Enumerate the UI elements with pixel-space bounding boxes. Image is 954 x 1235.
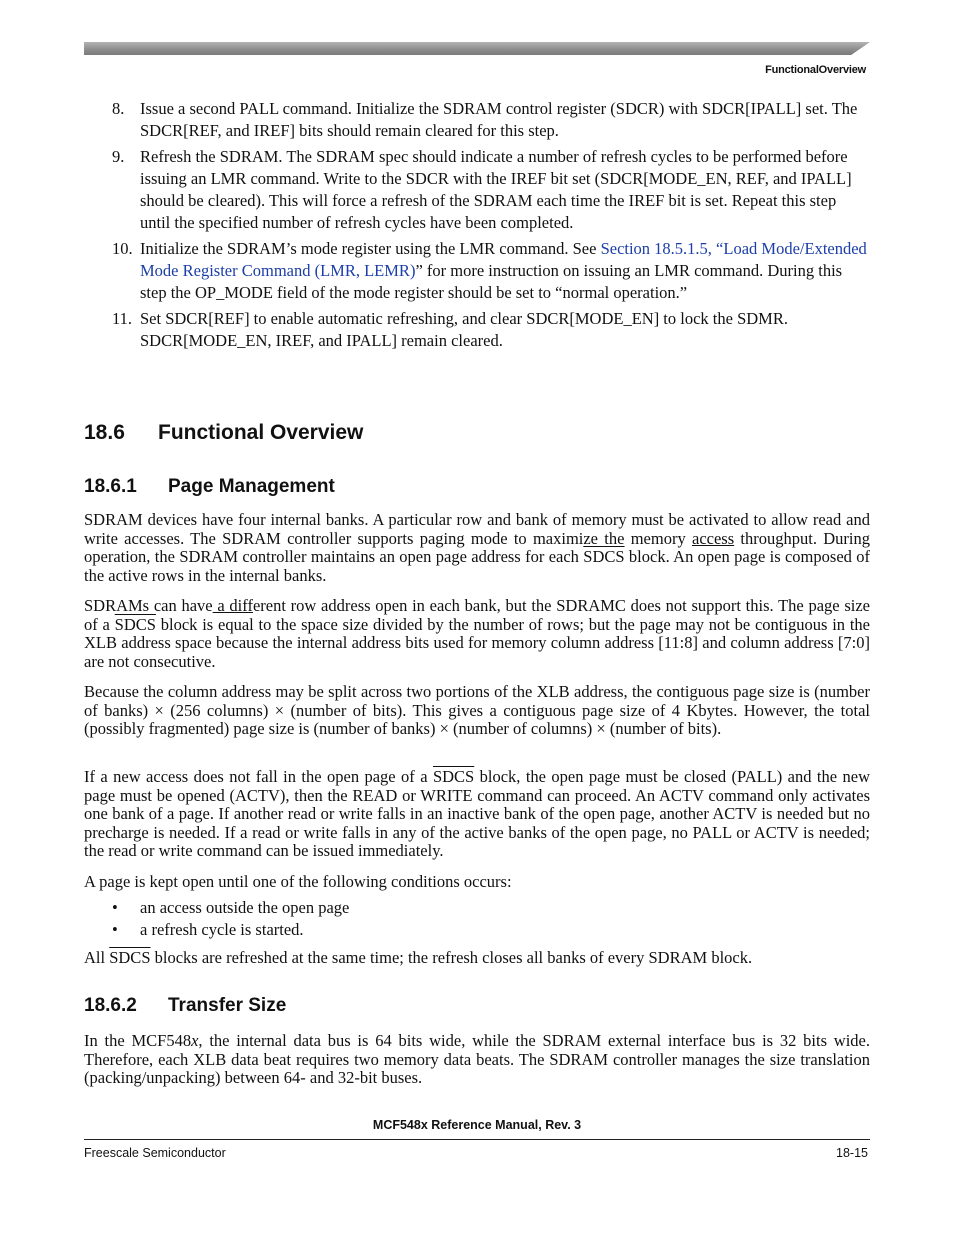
subsection-heading-transfer-size xyxy=(84,995,286,1017)
paragraph-page-management-6 xyxy=(84,949,870,968)
sdcs-signal: SDCS xyxy=(583,547,625,567)
paragraph-page-management-2 xyxy=(84,597,870,671)
bullet-icon: • xyxy=(112,898,118,917)
condition-list xyxy=(84,897,870,941)
text: x xyxy=(191,1031,199,1050)
text: In the MCF548 xyxy=(84,1031,192,1050)
footer-rule xyxy=(84,1139,870,1140)
text: SDRAM devices have four internal banks. A particular row and bank of memory must be activated to allow read and write accesses. The SDRAM controller supports paging mode to maximize the memory xyxy=(84,510,870,548)
section-link[interactable]: Section 18.5.1.5, “Load Mode/Extended Mode Register Command (LMR, LEMR) xyxy=(140,239,867,280)
text: If a new access does not fall in the open page of a xyxy=(84,767,433,786)
step-text-part: Initialize the SDRAM’s mode register using the LMR command. See xyxy=(140,239,601,258)
step-text-part: ” for more instruction on issuing an LMR command. During this step the OP_MODE field of the mode register should be set to “normal operation.” xyxy=(140,261,843,302)
list-item xyxy=(84,897,870,919)
bullet-icon: • xyxy=(112,920,118,939)
list-item xyxy=(84,919,870,941)
text: erent row address open in each bank, but the SDRAMC does not support this. The page size of a xyxy=(84,596,871,634)
footer-page-number: 18-15 xyxy=(836,1146,868,1160)
step-number: 8. xyxy=(112,99,125,118)
text: , the internal data bus is 64 bits wide, while the SDRAM external interface bus is 32 bits wide. Therefore, each XLB data beat requires two memory data beats. The SDRAM controller manages the size translation (packing/unpacking) between 64- and 32-bit buses. xyxy=(84,1031,870,1088)
text: SDRAMs can have xyxy=(84,596,213,615)
text: access xyxy=(692,528,735,548)
text: blocks are refreshed at the same time; the refresh closes all banks of every SDRAM block. xyxy=(150,948,753,967)
sdcs-signal: SDCS xyxy=(432,767,475,786)
step-10 xyxy=(84,238,870,304)
step-text: Refresh the SDRAM. The SDRAM spec should indicate a number of refresh cycles to be performed before issuing an LMR command. Write to the SDCR with the IREF bit set (SDCR[MODE_EN, REF, and IPALL] should be cleared). This will force a refresh of the SDRAM each time the IREF bit is set. Repeat this step until the specified number of refresh cycles have been completed. xyxy=(140,147,852,232)
step-9 xyxy=(84,146,870,234)
text: block, the open page must be closed (PALL) and the new page must be opened (ACTV), then the READ or WRITE command can proceed. An ACTV command only activates one bank of a page. If another read or write falls in an inactive bank of the open page, another ACTV is needed but no precharge is needed. If a read or write falls in any of the active banks of the open page, no PALL or ACTV is needed; the read or write command can be issued immediately. xyxy=(84,767,870,861)
subsection-heading-page-management xyxy=(84,476,335,498)
section-title: Functional Overview xyxy=(158,421,364,444)
header-bar xyxy=(84,42,870,55)
sdcs-signal: SDCS xyxy=(109,948,151,967)
paragraph-transfer-size xyxy=(84,1032,870,1088)
paragraph-page-management-3: Because the column address may be split across two portions of the XLB address, the contiguous page size is (number of banks) × (256 columns) × (number of bits). This gives a contiguous page size of 4 Kbytes. However, the total (possibly fragmented) page size is (number of banks) × (number of columns) × (number of bits). xyxy=(84,682,870,739)
section-heading xyxy=(84,421,363,445)
list-item-text: a refresh cycle is started. xyxy=(140,920,304,939)
step-text: Set SDCR[REF] to enable automatic refreshing, and clear SDCR[MODE_EN] to lock the SDMR. SDCR[MODE_EN, IREF, and IPALL] remain cleared. xyxy=(140,309,788,350)
sdcs-signal: SDCS xyxy=(114,614,156,634)
text: throughput. During operation, the SDRAM controller maintains an open page address for each xyxy=(84,528,870,567)
numbered-steps xyxy=(84,98,870,356)
step-text xyxy=(140,238,870,304)
subsection-title: Transfer Size xyxy=(168,995,287,1016)
list-item-text: an access outside the open page xyxy=(140,898,350,917)
text: block is equal to the space size divided by the number of rows; but the page may not be contiguous in the XLB address space because the internal address bits used for memory column address [11:8] and column address [7:0] are not consecutive. xyxy=(84,614,870,671)
step-number: 10. xyxy=(112,239,133,258)
step-text: Issue a second PALL command. Initialize the SDRAM control register (SDCR) with SDCR[IPALL] set. The SDCR[REF, and IREF] bits should remain cleared for this step. xyxy=(140,99,858,140)
step-number: 9. xyxy=(112,147,125,166)
paragraph-page-management-4 xyxy=(84,768,870,861)
running-head: FunctionalOverview xyxy=(765,64,866,76)
section-number: 18.6 xyxy=(84,421,125,444)
subsection-title: Page Management xyxy=(168,476,335,497)
text: a diff xyxy=(212,596,253,615)
step-number: 11. xyxy=(112,309,133,328)
footer-title: MCF548x Reference Manual, Rev. 3 xyxy=(372,1118,582,1132)
footer-company: Freescale Semiconductor xyxy=(84,1146,226,1160)
text: block. An open page is composed of the active rows in the internal banks. xyxy=(84,547,870,585)
paragraph-page-management-1 xyxy=(84,511,870,585)
step-8 xyxy=(84,98,870,142)
paragraph-page-management-5: A page is kept open until one of the following conditions occurs: xyxy=(84,872,512,891)
step-11 xyxy=(84,308,870,352)
subsection-number: 18.6.2 xyxy=(84,995,137,1016)
subsection-number: 18.6.1 xyxy=(84,476,137,497)
text: All xyxy=(84,948,110,967)
